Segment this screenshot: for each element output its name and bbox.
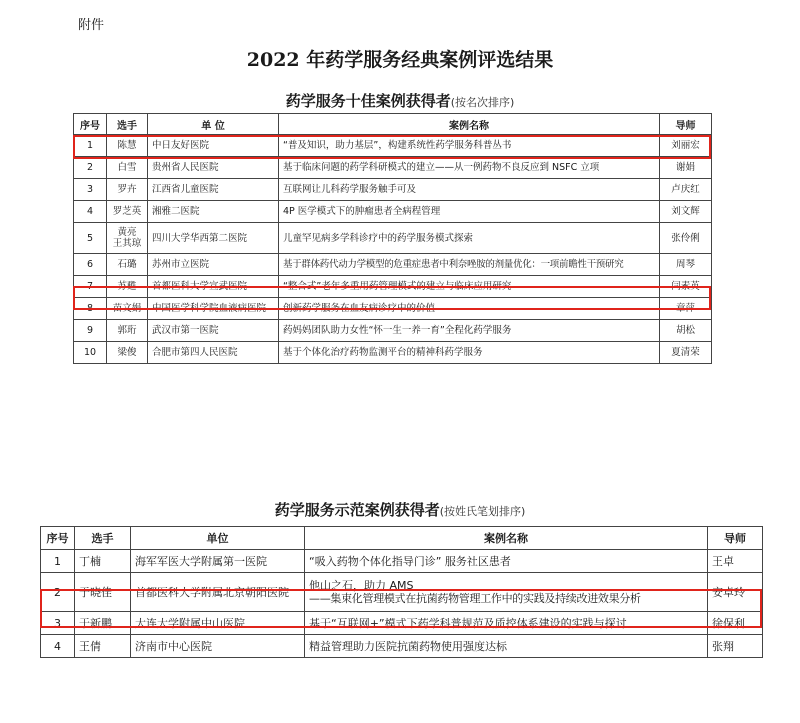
- table-row: [74, 157, 712, 179]
- cell-case: 互联网让儿科药学服务触手可及: [279, 179, 660, 201]
- cell-player: 王倩: [75, 635, 131, 658]
- table2-note: (按姓氏笔划排序): [439, 505, 526, 518]
- cell-no: 6: [74, 254, 107, 276]
- table-row: [74, 223, 712, 254]
- table-row: [74, 254, 712, 276]
- demo-cases-table: [40, 526, 763, 658]
- header-mentor: 导师: [708, 527, 763, 550]
- cell-unit: 海军军医大学附属第一医院: [131, 550, 305, 573]
- cell-no: 10: [74, 342, 107, 364]
- table-row: [74, 179, 712, 201]
- table-row: [41, 635, 763, 658]
- cell-no: 1: [74, 135, 107, 157]
- cell-player: 梁俊: [107, 342, 148, 364]
- cell-player: 于新鹏: [75, 612, 131, 635]
- cell-mentor: 徐保利: [708, 612, 763, 635]
- cell-case: [305, 573, 708, 612]
- cell-player: 苏甦: [107, 276, 148, 298]
- cell-no: 8: [74, 298, 107, 320]
- table1-note: (按名次排序): [450, 96, 515, 109]
- page-title: 2022 年药学服务经典案例评选结果: [246, 49, 554, 71]
- cell-unit: 四川大学华西第二医院: [148, 223, 279, 254]
- cell-unit: 中日友好医院: [148, 135, 279, 157]
- cell-unit: 武汉市第一医院: [148, 320, 279, 342]
- cell-no: 9: [74, 320, 107, 342]
- cell-unit: 首都医科大学附属北京朝阳医院: [131, 573, 305, 612]
- table1-title: [0, 90, 800, 111]
- cell-unit: 大连大学附属中山医院: [131, 612, 305, 635]
- cell-no: 5: [74, 223, 107, 254]
- cell-case: 创新药学服务在血友病诊疗中的价值: [279, 298, 660, 320]
- cell-player-line2: 王其琼: [112, 238, 142, 249]
- cell-unit: 江西省儿童医院: [148, 179, 279, 201]
- table-header-row: [74, 114, 712, 135]
- cell-no: 1: [41, 550, 75, 573]
- cell-mentor: 谢娟: [660, 157, 712, 179]
- table-row: [41, 550, 763, 573]
- cell-mentor: 刘丽宏: [660, 135, 712, 157]
- cell-case: 4P 医学模式下的肿瘤患者全病程管理: [279, 201, 660, 223]
- header-unit: 单位: [131, 527, 305, 550]
- table-row: [74, 135, 712, 157]
- header-player: 选手: [75, 527, 131, 550]
- cell-unit: 济南市中心医院: [131, 635, 305, 658]
- cell-mentor: 夏清荣: [660, 342, 712, 364]
- cell-mentor: 王卓: [708, 550, 763, 573]
- attachment-label: 附件: [78, 18, 105, 33]
- table2-title: [0, 499, 800, 520]
- cell-no: 4: [74, 201, 107, 223]
- table-header-row: [41, 527, 763, 550]
- cell-mentor: 周琴: [660, 254, 712, 276]
- table-row: [74, 276, 712, 298]
- cell-case: 基于“互联网+”模式下药学科普规范及质控体系建设的实践与探讨: [305, 612, 708, 635]
- cell-case: 基于临床问题的药学科研模式的建立——从一例药物不良反应到 NSFC 立项: [279, 157, 660, 179]
- table-row: [74, 320, 712, 342]
- top10-table: [73, 113, 712, 364]
- cell-mentor: 卢庆红: [660, 179, 712, 201]
- cell-unit: 合肥市第四人民医院: [148, 342, 279, 364]
- cell-mentor: 张翔: [708, 635, 763, 658]
- header-no: 序号: [74, 114, 107, 135]
- cell-case: “吸入药物个体化指导门诊” 服务社区患者: [305, 550, 708, 573]
- cell-mentor: 胡松: [660, 320, 712, 342]
- cell-player: 苗文娟: [107, 298, 148, 320]
- cell-mentor: 刘文辉: [660, 201, 712, 223]
- cell-no: 7: [74, 276, 107, 298]
- cell-player: 罗芝英: [107, 201, 148, 223]
- cell-player: [107, 223, 148, 254]
- cell-case: “普及知识，助力基层”，构建系统性药学服务科普丛书: [279, 135, 660, 157]
- cell-case: 基于群体药代动力学模型的危重症患者中利奈唑胺的剂量优化：一项前瞻性干预研究: [279, 254, 660, 276]
- cell-case: 精益管理助力医院抗菌药物使用强度达标: [305, 635, 708, 658]
- table-row: [41, 612, 763, 635]
- cell-mentor: 张伶俐: [660, 223, 712, 254]
- table-row: [74, 298, 712, 320]
- cell-player: 白雪: [107, 157, 148, 179]
- cell-player: 石璐: [107, 254, 148, 276]
- header-mentor: 导师: [660, 114, 712, 135]
- cell-no: 3: [41, 612, 75, 635]
- cell-case-line2: ——集束化管理模式在抗菌药物管理工作中的实践及持续改进效果分析: [309, 592, 641, 605]
- cell-player-line1: 黄亮: [117, 227, 137, 238]
- header-unit: 单 位: [148, 114, 279, 135]
- table-row: [74, 201, 712, 223]
- table-row: [41, 573, 763, 612]
- cell-player: 郭珩: [107, 320, 148, 342]
- cell-player: 罗卉: [107, 179, 148, 201]
- table-row: [74, 342, 712, 364]
- table2-title-text: 药学服务示范案例获得者: [274, 501, 440, 519]
- cell-mentor: 安卓玲: [708, 573, 763, 612]
- cell-unit: 首都医科大学宣武医院: [148, 276, 279, 298]
- cell-unit: 中国医学科学院血液病医院: [148, 298, 279, 320]
- cell-player: 丁楠: [75, 550, 131, 573]
- cell-case-line1: 他山之石，助力 AMS: [309, 579, 414, 592]
- cell-no: 2: [41, 573, 75, 612]
- cell-no: 4: [41, 635, 75, 658]
- header-player: 选手: [107, 114, 148, 135]
- table1-title-text: 药学服务十佳案例获得者: [285, 92, 451, 110]
- cell-case: 儿童罕见病多学科诊疗中的药学服务模式探索: [279, 223, 660, 254]
- cell-mentor: 闫素英: [660, 276, 712, 298]
- cell-case: “整合式”老年多重用药管理模式的建立与临床应用研究: [279, 276, 660, 298]
- cell-case: 基于个体化治疗药物监测平台的精神科药学服务: [279, 342, 660, 364]
- cell-no: 3: [74, 179, 107, 201]
- cell-case: 药妈妈团队助力女性“怀一生一养一育”全程化药学服务: [279, 320, 660, 342]
- cell-unit: 苏州市立医院: [148, 254, 279, 276]
- cell-unit: 贵州省人民医院: [148, 157, 279, 179]
- cell-unit: 湘雅二医院: [148, 201, 279, 223]
- header-case: 案例名称: [279, 114, 660, 135]
- cell-no: 2: [74, 157, 107, 179]
- cell-mentor: 章萍: [660, 298, 712, 320]
- cell-player: 于晓佳: [75, 573, 131, 612]
- header-case: 案例名称: [305, 527, 708, 550]
- header-no: 序号: [41, 527, 75, 550]
- cell-player: 陈慧: [107, 135, 148, 157]
